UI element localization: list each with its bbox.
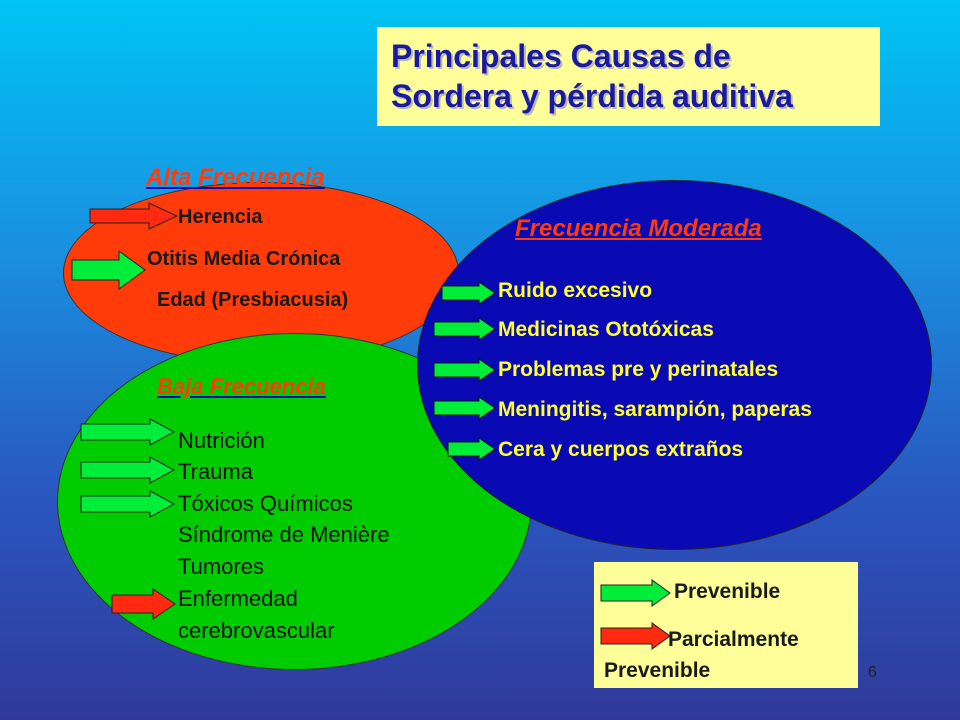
legend-parcialmente-label: Parcialmente [668,628,799,651]
list-item: Herencia [178,206,263,228]
legend-box [594,562,858,688]
green-arrow-icon [71,250,147,290]
green-arrow-icon [80,418,176,446]
red-arrow-icon [89,202,179,230]
list-item: cerebrovascular [178,618,335,643]
list-item: Problemas pre y perinatales [498,358,779,381]
list-item: Otitis Media Crónica [147,248,341,270]
list-item: Tumores [178,554,264,579]
legend-prevenible2-label: Prevenible [604,659,711,682]
green-arrow-icon [441,281,497,305]
list-item: Edad (Presbiacusia) [157,289,349,311]
list-item: Meningitis, sarampión, paperas [498,398,812,421]
alta-frecuencia-heading: Alta Frecuencia [146,164,325,191]
green-arrow-icon [433,358,497,382]
list-item: Síndrome de Menière [178,522,390,547]
list-item: Tóxicos Químicos [178,491,353,516]
green-arrow-icon [600,579,672,607]
legend-prevenible-label: Prevenible [674,580,781,603]
frecuencia-moderada-heading: Frecuencia Moderada [515,215,762,242]
green-arrow-icon [447,437,497,461]
green-arrow-icon [80,456,176,484]
green-arrow-icon [80,490,176,518]
green-arrow-icon [433,317,497,341]
title-line-1: Principales Causas de [391,38,731,74]
red-arrow-icon [600,622,672,650]
green-arrow-icon [433,396,497,420]
list-item: Cera y cuerpos extraños [498,438,744,461]
red-arrow-icon [111,588,177,620]
list-item: Ruido excesivo [498,279,653,302]
list-item: Medicinas Ototóxicas [498,318,714,341]
page-number: 6 [868,664,877,681]
list-item: Enfermedad [178,586,298,611]
list-item: Trauma [178,459,253,484]
title-box [377,27,880,126]
title-line-2: Sordera y pérdida auditiva [391,78,793,114]
baja-frecuencia-heading: Baja Frecuencia [157,374,326,399]
list-item: Nutrición [178,428,265,453]
